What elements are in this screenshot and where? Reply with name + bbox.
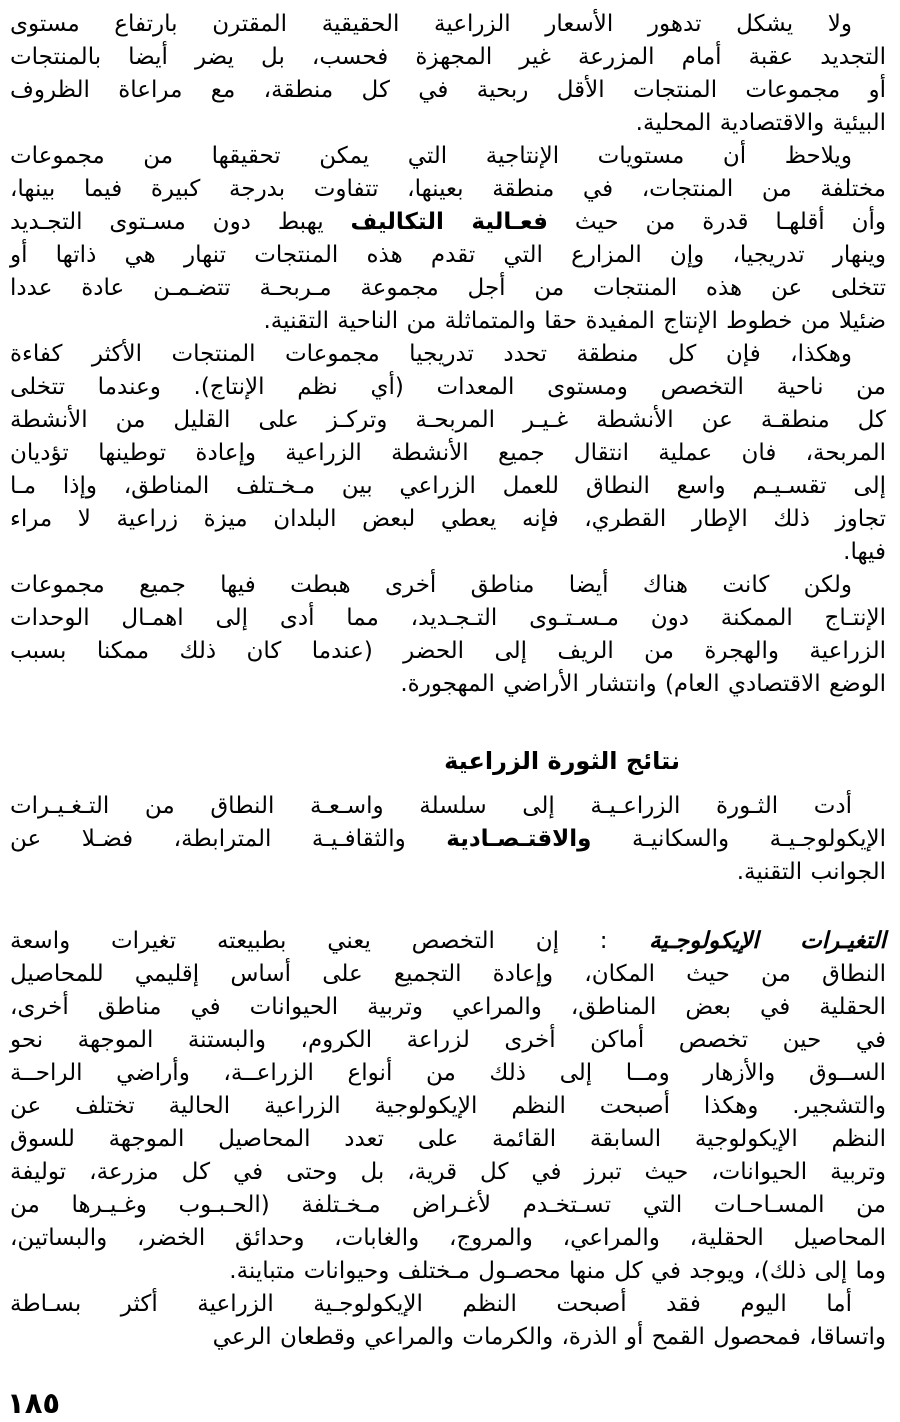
text-line <box>10 823 886 856</box>
text-segment: وأن أقلهـا قدرة من حيث <box>547 209 886 235</box>
text-line <box>10 925 886 958</box>
text-line: ولكن كانت هناك أيضا مناطق أخرى هبطت فيها جميع مجموعات <box>10 572 852 598</box>
text-line: تجاوز ذلك الإطار القطري، فإنه يعطي لبعض البلدان ميزة زراعية لا مراء <box>10 506 886 532</box>
paragraph <box>10 925 886 1288</box>
paragraph <box>10 338 886 569</box>
text-line: النطاق من حيث المكان، وإعادة التجميع على أساس إقليمي للمحاصيل <box>10 961 886 987</box>
paragraph <box>10 140 886 338</box>
text-line: وهكذا، فإن كل منطقة تحدد تدريجيا مجموعات المنتجات الأكثر كفاءة <box>10 341 852 367</box>
text-segment: : إن التخصص يعني بطبيعته تغيرات واسعة <box>10 928 608 954</box>
text-line: ويلاحظ أن مستويات الإنتاجية التي يمكن تحقيقها من مجموعات <box>10 143 852 169</box>
text-line: الســوق والأزهار ومــا إلى ذلك من أنواع الزراعــة، وأراضي الراحــة <box>10 1060 886 1086</box>
text-line: ضئيلا من خطوط الإنتاج المفيدة حقا والمتماثلة من الناحية التقنية. <box>263 308 886 334</box>
text-line: كل منطقـة عن الأنشطة غـيـر المربحـة وتركـز على القليل من الأنشطة <box>10 407 886 433</box>
paragraph <box>10 1288 886 1354</box>
text-line: التجديد عقبة أمام المزرعة غير المجهزة فحسب، بل يضر أيضا بالمنتجات <box>10 44 886 70</box>
text-line: الجوانب التقنية. <box>736 859 886 885</box>
section-heading <box>10 745 886 778</box>
text-line: واتساقا، فمحصول القمح أو الذرة، والكرمات والمراعي وقطعان الرعي <box>212 1324 886 1350</box>
text-line <box>10 206 886 239</box>
text-line: من ناحية التخصص ومستوى المعدات (أي نظم الإنتاج). وعندما تتخلى <box>10 374 886 400</box>
text-line: وما إلى ذلك)، ويوجد في كل منها محصـول مـختلف وحيوانات متباينة. <box>229 1258 886 1284</box>
text-line: وتربية الحيوانات، حيث تبرز في كل قرية، بل وحتى في كل مزرعة، توليفة <box>10 1159 886 1185</box>
emphasized-text: فعـالية التكاليف <box>350 209 548 235</box>
text-line: البيئية والاقتصادية المحلية. <box>635 110 886 136</box>
text-line: الحقلية في بعض المناطق، والمراعي وتربية الحيوانات في مناطق أخرى، <box>10 994 886 1020</box>
text-line: المحاصيل الحقلية، والمراعي، والمروج، والغابات، وحدائق الخضر، والبساتين، <box>10 1225 886 1251</box>
text-line: إلى تقسـيـم واسع النطاق للعمل الزراعي بين مـخـتلف المناطق، وإذا مـا <box>10 473 886 499</box>
text-line: في حين تخصص أماكن أخرى لزراعة الكروم، والبستنة الموجهة نحو <box>10 1027 886 1053</box>
text-line: فيها. <box>843 539 886 565</box>
text-line: أدت الثـورة الزراعـيـة إلى سلسلة واسـعـة النطاق من التـغـيـرات <box>10 793 852 819</box>
paragraph <box>10 8 886 140</box>
emphasized-text: التغيـرات الإيكولوجـية <box>607 928 886 954</box>
text-segment: يهبط دون مسـتوى التجـديد <box>10 209 351 235</box>
text-segment: الإيكولوجـيـة والسكانيـة <box>591 826 886 852</box>
text-line: الزراعية والهجرة من الريف إلى الحضر (عندما كان ذلك ممكنا بسبب <box>10 638 886 664</box>
text-line: أو مجموعات المنتجات الأقل ربحية في كل منطقة، مع مراعاة الظروف <box>10 77 886 103</box>
emphasized-text: والاقتـصـادية <box>446 826 592 852</box>
text-line: مختلفة من المنتجات، في منطقة بعينها، تتفاوت بدرجة كبيرة فيما بينها، <box>10 176 886 202</box>
text-line: والتشجير. وهكذا أصبحت النظم الإيكولوجية الزراعية الحالية تختلف عن <box>10 1093 886 1119</box>
section-heading-text: نتائج الثورة الزراعية <box>444 747 680 775</box>
text-line: النظم الإيكولوجية السابقة القائمة على تعدد المحاصيل الموجهة للسوق <box>10 1126 886 1152</box>
text-line: ولا يشكل تدهور الأسعار الزراعية الحقيقية المقترن بارتفاع مستوى <box>10 11 852 37</box>
text-line: وينهار تدريجيا، وإن المزارع التي تقدم هذه المنتجات تنهار هي ذاتها أو <box>10 242 886 268</box>
page-number: ١٨٥ <box>7 1386 61 1420</box>
text-line: الوضع الاقتصادي العام) وانتشار الأراضي المهجورة. <box>400 671 886 697</box>
text-line: أما اليوم فقد أصبحت النظم الإيكولوجـية الزراعية أكثر بسـاطة <box>10 1291 852 1317</box>
text-segment: والثقافـيـة المترابطة، فضـلا عن <box>10 826 447 852</box>
text-line: الإنتـاج الممكنة دون مـسـتـوى التـجـديد، مما أدى إلى اهمـال الوحدات <box>10 605 886 631</box>
paragraph <box>10 569 886 701</box>
text-line: تتخلى عن هذه المنتجات من أجل مجموعة مـربحـة تتضـمـن عادة عددا <box>10 275 886 301</box>
paragraph <box>10 790 886 889</box>
text-line: من المسـاحـات التي تسـتخـدم لأغـراض مـخـتلفة (الحـبـوب وغـيـرها من <box>10 1192 886 1218</box>
text-line: المربحة، فان عملية انتقال جميع الأنشطة الزراعية وإعادة توطينها تؤديان <box>10 440 886 466</box>
